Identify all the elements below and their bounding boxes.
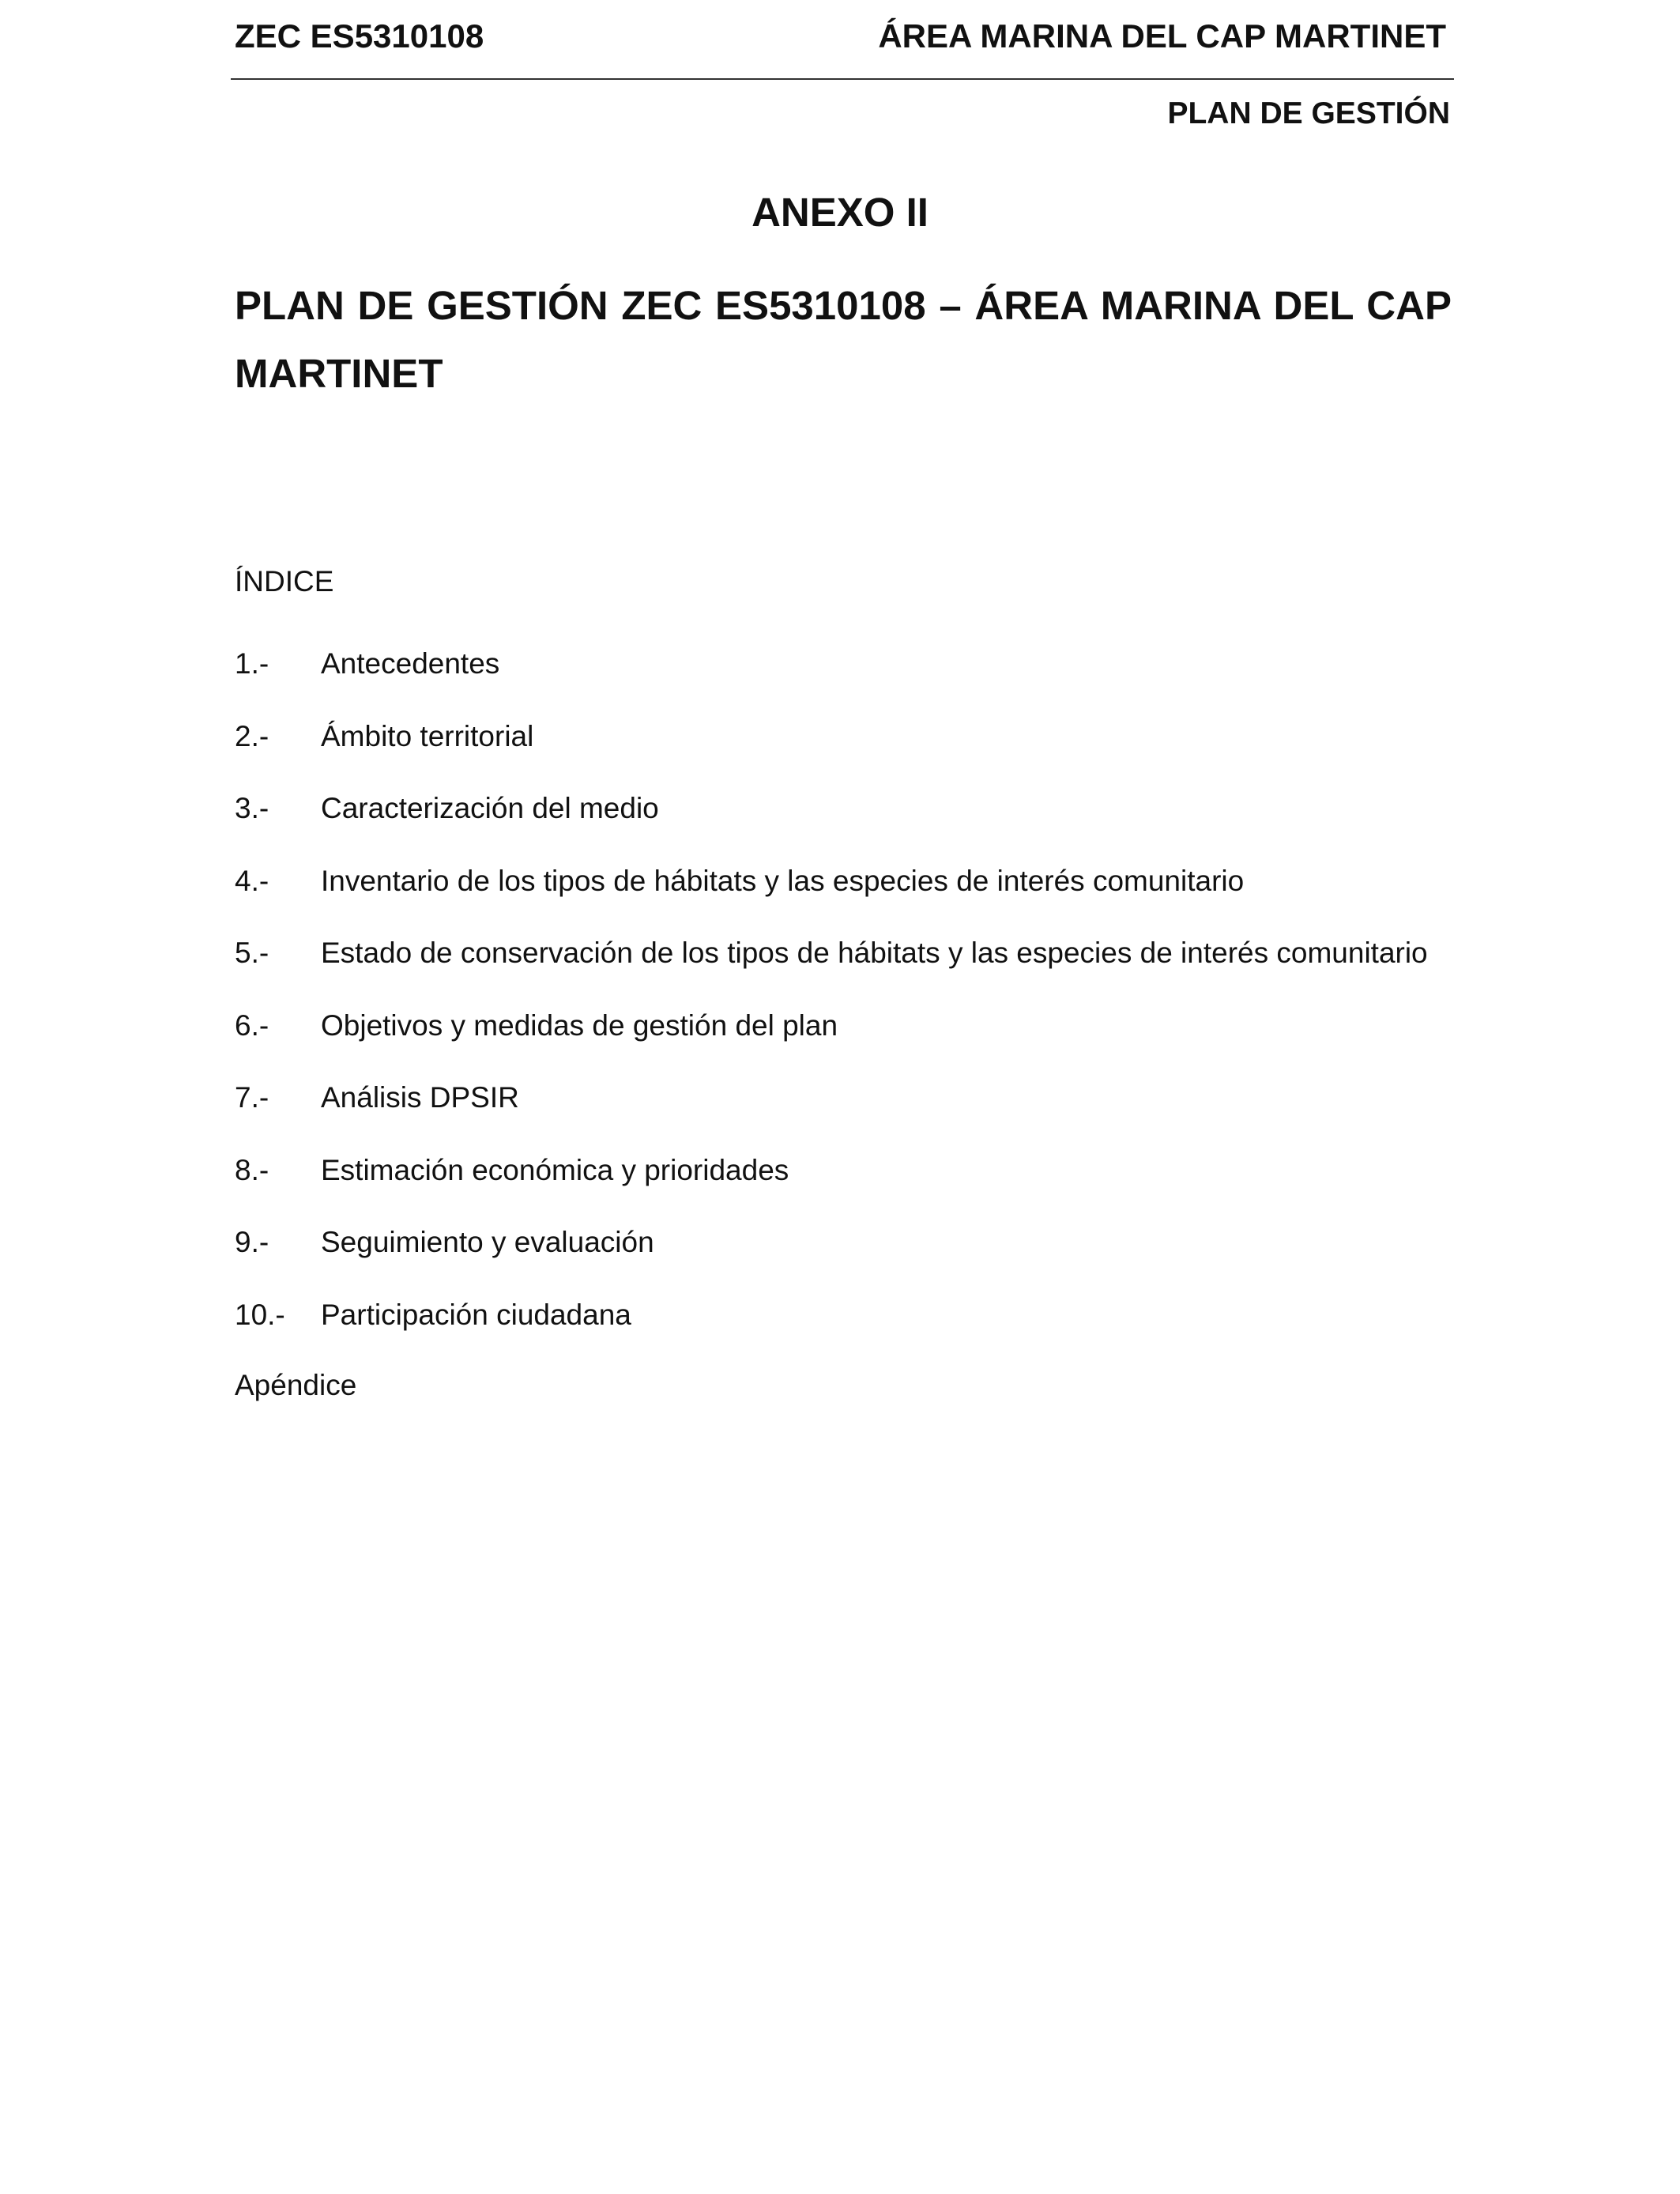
toc-item-number: 6.-	[235, 1008, 269, 1042]
header-divider	[231, 78, 1454, 80]
toc-appendix: Apéndice	[235, 1369, 357, 1401]
toc-item-number: 5.-	[235, 937, 269, 969]
header-plan-label: PLAN DE GESTIÓN	[1167, 96, 1450, 130]
toc-item-title: Caracterización del medio	[321, 792, 659, 824]
toc-item-title: Participación ciudadana	[321, 1298, 631, 1331]
toc-item-10	[235, 1298, 1467, 1370]
toc-item-title: Estado de conservación de los tipos de hábitats y las especies de interés comunitario	[321, 937, 1428, 969]
toc-item-number: 7.-	[235, 1081, 269, 1114]
toc-item-title: Análisis DPSIR	[321, 1081, 519, 1114]
toc-item-5	[235, 936, 1467, 1008]
toc-item-4	[235, 864, 1467, 937]
toc-item-number: 2.-	[235, 719, 269, 752]
toc-item-3	[235, 791, 1467, 864]
toc-item-title: Antecedentes	[321, 647, 500, 680]
toc-item-9	[235, 1225, 1467, 1298]
annex-heading: ANEXO II	[751, 190, 929, 235]
toc-item-number: 4.-	[235, 864, 269, 897]
toc-item-1	[235, 647, 1467, 719]
toc-item-6	[235, 1008, 1467, 1081]
toc-item-title: Ámbito territorial	[321, 719, 534, 752]
table-of-contents	[235, 647, 1467, 1370]
toc-item-title: Objetivos y medidas de gestión del plan	[321, 1008, 838, 1042]
toc-item-number: 8.-	[235, 1153, 269, 1186]
header-zec-code: ZEC ES5310108	[235, 17, 484, 55]
toc-item-title: Inventario de los tipos de hábitats y las especies de interés comunitario	[321, 864, 1245, 897]
toc-item-2	[235, 719, 1467, 792]
toc-item-title: Estimación económica y prioridades	[321, 1153, 789, 1186]
toc-item-number: 9.-	[235, 1226, 269, 1258]
toc-item-number: 10.-	[235, 1298, 285, 1331]
toc-item-number: 3.-	[235, 792, 269, 824]
toc-item-8	[235, 1153, 1467, 1226]
toc-item-number: 1.-	[235, 647, 269, 680]
index-heading: ÍNDICE	[235, 565, 334, 598]
toc-item-7	[235, 1080, 1467, 1153]
toc-item-title: Seguimiento y evaluación	[321, 1226, 654, 1258]
header-area-name: ÁREA MARINA DEL CAP MARTINET	[878, 17, 1446, 55]
plan-title: PLAN DE GESTIÓN ZEC ES5310108 – ÁREA MARINA DEL CAP MARTINET	[235, 283, 1452, 396]
